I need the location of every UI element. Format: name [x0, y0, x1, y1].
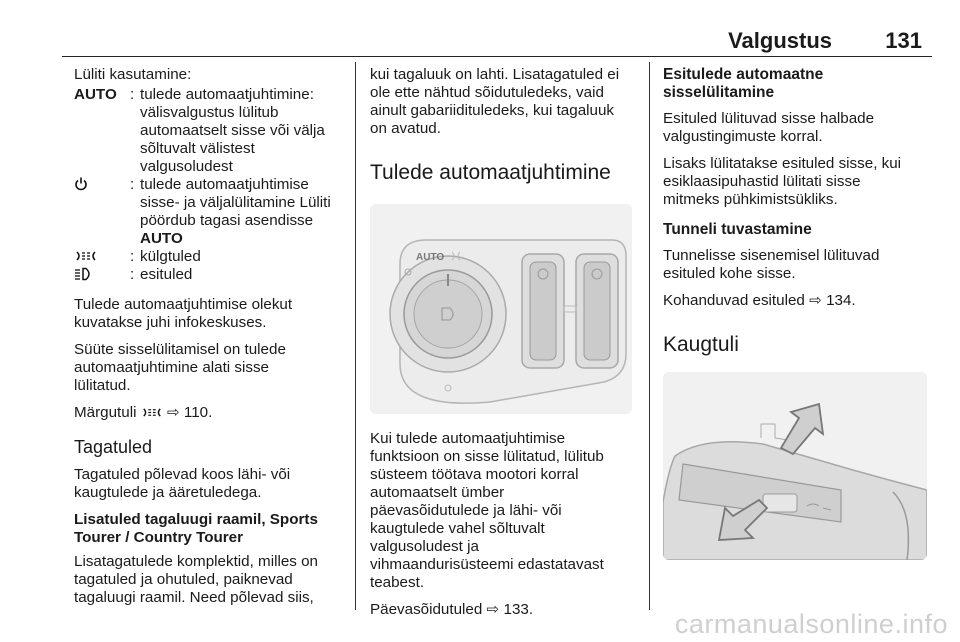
turn-signal-lever-figure — [663, 372, 927, 560]
auto-description: tulede automaatjuhtimine: välisvalgustus lülitub automaatselt sisse või välja sõltuvalt välistest valgusoludest — [140, 86, 325, 175]
paragraph: Tulede automaatjuhtimise olekut kuvatakse juhi infokeskuses. — [74, 296, 293, 331]
section-heading-tunnel: Tunneli tuvastamine — [663, 221, 812, 238]
paragraph: kui tagaluuk on lahti. Lisatagatuled ei ole ette nähtud sõidutuledeks, vaid ainult gabariidituledeks, kui tagaluuk on avatud. — [370, 66, 620, 137]
section-heading-auto-headlights: Esitulede automaatne sisselülitamine — [663, 66, 824, 101]
page-title: Valgustus — [728, 28, 832, 53]
lever-illustration — [663, 372, 927, 560]
side-lights-description: külgtuled — [140, 248, 201, 265]
column-1 — [74, 66, 342, 616]
page-ref-arrow-icon: ⇨ — [809, 292, 822, 309]
paragraph: Esituled lülituvad sisse halbade valgustingimuste korral. — [663, 110, 875, 145]
paragraph: Lisaks lülitatakse esituled sisse, kui esiklaasipuhastid lülitati sisse mitmeks pühkimistsükliks. — [663, 155, 902, 208]
page-ref-link[interactable]: 134. — [826, 292, 856, 309]
paragraph: Kui tulede automaatjuhtimise funktsioon on sisse lülitatud, lülitub süsteem töötava mootori korral automaatselt ümber päevasõidutulede ja lähi- või kaugtulede vahel sõltuvalt valgusoludest ja vihmaandurisüsteemi edastatavast teabest. — [370, 430, 604, 591]
light-switch-illustration — [370, 204, 632, 414]
side-lights-icon — [74, 248, 130, 266]
column-divider — [649, 62, 650, 610]
column-divider — [355, 62, 356, 610]
cross-reference: Päevasõidutuled ⇨ 133. — [370, 601, 534, 618]
page-header — [62, 28, 932, 56]
page-ref-arrow-icon: ⇨ — [166, 404, 180, 421]
section-heading-high-beam: Kaugtuli — [663, 333, 739, 356]
auto-switch-label: AUTO — [416, 252, 445, 263]
section-heading-auto-lights: Tulede automaatjuhtimine — [370, 161, 611, 184]
light-switch-figure — [370, 204, 632, 414]
headlight-icon — [74, 266, 130, 284]
side-lights-icon — [141, 404, 163, 421]
headlight-description: esituled — [140, 266, 193, 283]
watermark: carmanualsonline.info — [674, 609, 948, 639]
switch-definition-list: AUTO : tulede automaatjuhtimine: välisvalgustus lülitub automaatselt sisse või välja sõltuvalt välistest valgusoludest : tulede automaatjuhtimise sisse- ja väljalülitamine Lüliti pöördub tagasi asendisse AUTO : külgtuled : esituled — [74, 86, 342, 284]
column-2 — [370, 66, 638, 628]
paragraph: Tagatuled põlevad koos lähi- või kaugtulede ja ääretuledega. — [74, 466, 291, 501]
page-ref-arrow-icon: ⇨ — [486, 601, 500, 618]
cross-reference: Kohanduvad esituled ⇨ 134. — [663, 292, 856, 309]
intro-text: Lüliti kasutamine: — [74, 66, 192, 83]
page-ref-link[interactable]: 133. — [503, 601, 534, 618]
paragraph: Süüte sisselülitamisel on tulede automaatjuhtimine alati sisse lülitatud. — [74, 341, 286, 394]
paragraph: Tunnelisse sisenemisel lülituvad esituled kohe sisse. — [663, 247, 880, 282]
page-number: 131 — [885, 28, 922, 53]
subheading: Lisatuled tagaluugi raamil, Sports Tourer / Country Tourer — [74, 511, 318, 546]
header-rule — [62, 56, 932, 57]
off-description: tulede automaatjuhtimise sisse- ja väljalülitamine Lüliti pöördub tagasi asendisse AUTO — [140, 176, 331, 247]
power-icon — [74, 176, 130, 248]
auto-key: AUTO — [74, 86, 117, 103]
section-heading-tagatuled: Tagatuled — [74, 437, 153, 457]
page-ref-link[interactable]: 110. — [183, 404, 213, 421]
column-3 — [663, 66, 933, 560]
cross-reference: Märgutuli ⇨ 110. — [74, 404, 213, 421]
paragraph: Lisatagatulede komplektid, milles on tagatuled ja ohutuled, paiknevad tagaluugi raamil. Need põlevad siis, — [74, 553, 318, 606]
